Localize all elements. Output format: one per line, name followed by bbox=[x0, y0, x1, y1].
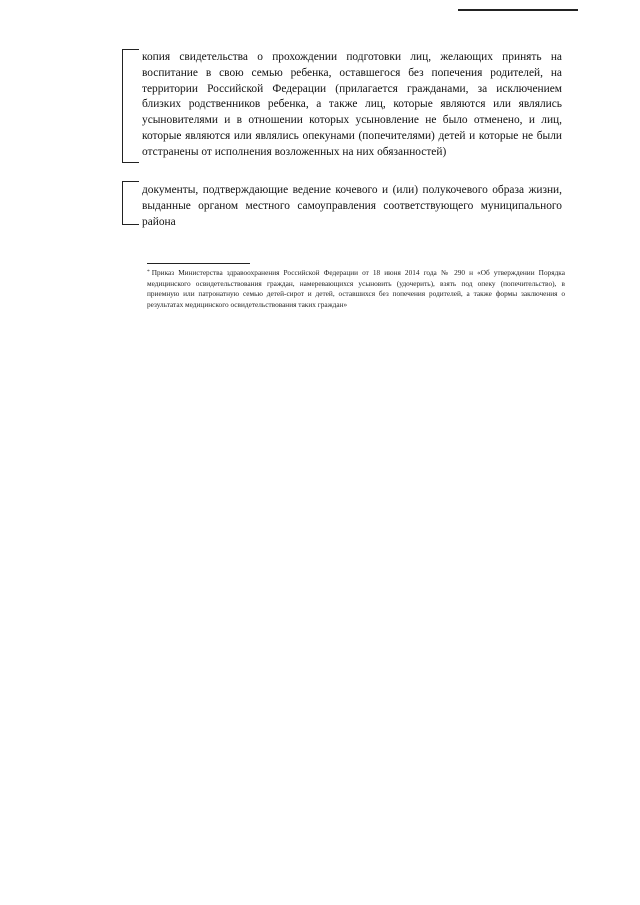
checkbox[interactable] bbox=[122, 49, 139, 163]
document-checklist-item bbox=[122, 181, 562, 231]
footnote bbox=[147, 268, 565, 310]
item-text: документы, подтверждающие ведение кочевого и (или) полукочевого образа жизни, выданные органом местного самоуправления соответствующего муниципального района bbox=[142, 184, 562, 228]
item-text: копия свидетельства о прохождении подготовки лиц, желающих принять на воспитание в свою семью ребенка, оставшегося без попечения родителей, на территории Российской Федерации (прилагается гражданами, за исключением близких родственников ребенка, а также лиц, которые являются или являлись усыновителями и в отношении которых усыновление не было отменено, и лиц, которые являются или являлись опекунами (попечителями) детей и которые не были отстранены от исполнения возложенных на них обязанностей) bbox=[142, 51, 562, 158]
top-divider-line bbox=[458, 9, 578, 11]
footnote-marker: * bbox=[147, 269, 150, 275]
footnote-divider bbox=[147, 263, 250, 264]
footnote-text: Приказ Министерства здравоохранения Российской Федерации от 18 июня 2014 года № 290 н «Об утверждении Порядка медицинского освидетельствования граждан, намеревающихся усыновить (удочерить), взять под опеку (попечительство), в приемную или патронатную семью детей-сирот и детей, оставшихся без попечения родителей, а также формы заключения о результатах медицинского освидетельствования таких граждан» bbox=[147, 268, 565, 309]
checkbox[interactable] bbox=[122, 181, 139, 225]
document-checklist-item bbox=[122, 49, 562, 169]
